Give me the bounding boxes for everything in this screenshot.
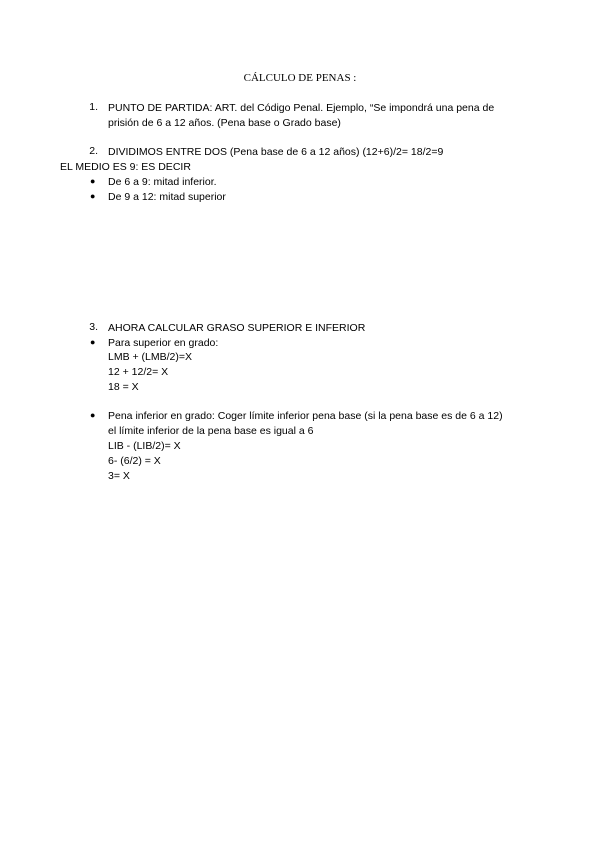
- bullet-icon: ●: [90, 410, 96, 420]
- item-3-number: 3.: [89, 321, 98, 333]
- item-1-line-1: PUNTO DE PARTIDA: ART. del Código Penal. Ejemplo, “Se impondrá una pena de: [108, 102, 495, 114]
- superior-formula-1: LMB + (LMB/2)=X: [108, 351, 193, 363]
- item-2-number: 2.: [89, 145, 98, 157]
- item-3-line-1: AHORA CALCULAR GRASO SUPERIOR E INFERIOR: [108, 322, 366, 334]
- inferior-formula-2: 6- (6/2) = X: [108, 455, 161, 467]
- document-title: CÁLCULO DE PENAS :: [243, 72, 357, 84]
- superior-formula-3: 18 = X: [108, 381, 139, 393]
- superior-formula-2: 12 + 12/2= X: [108, 366, 169, 378]
- bullet-icon: ●: [90, 337, 96, 347]
- inferior-formula-3: 3= X: [108, 470, 130, 482]
- middle-bullet-1: De 6 a 9: mitad inferior.: [108, 176, 217, 188]
- superior-bullet: Para superior en grado:: [108, 337, 219, 349]
- item-2-line-1: DIVIDIMOS ENTRE DOS (Pena base de 6 a 12 años) (12+6)/2= 18/2=9: [108, 146, 444, 158]
- item-1-number: 1.: [89, 101, 98, 113]
- inferior-formula-1: LIB - (LIB/2)= X: [108, 440, 181, 452]
- middle-bullet-2: De 9 a 12: mitad superior: [108, 191, 226, 203]
- bullet-icon: ●: [90, 191, 96, 201]
- item-1-line-2: prisión de 6 a 12 años. (Pena base o Grado base): [108, 117, 341, 129]
- inferior-bullet-line-1: Pena inferior en grado: Coger límite inferior pena base (si la pena base es de 6 a 12): [108, 410, 503, 422]
- middle-line: EL MEDIO ES 9: ES DECIR: [60, 161, 191, 173]
- bullet-icon: ●: [90, 176, 96, 186]
- inferior-bullet-line-2: el límite inferior de la pena base es igual a 6: [108, 425, 314, 437]
